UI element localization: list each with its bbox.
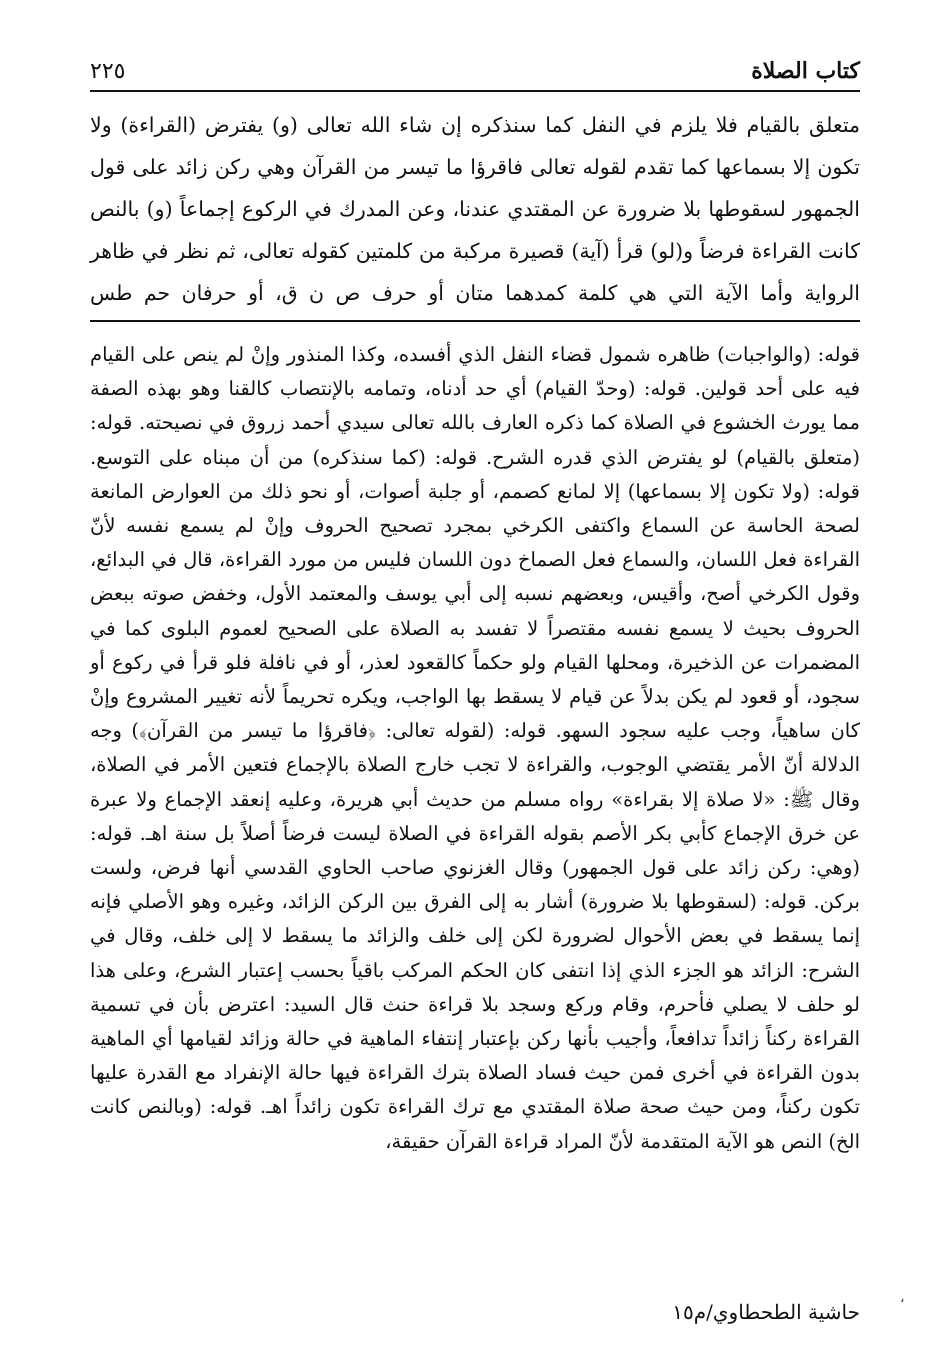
commentary bbox=[90, 338, 860, 1159]
page-header bbox=[90, 40, 860, 84]
commentary-paragraph: قوله: (والواجبات) ظاهره شمول قضاء النفل الذي أفسده، وكذا المنذور وإنْ لم ينص على القيام فيه على أحد قولين. قوله: (وحدّ القيام) أي حد أدناه، وتمامه بالإنتصاب كالقنا وهو بهذه الصفة مما يورث الخشوع في الصلاة كما ذكره العارف بالله تعالى سيدي أحمد زروق في نصيحته. قوله: (متعلق بالقيام) لو يفترض الذي قدره الشرح. قوله: (كما سنذكره) من أن مبناه على التوسع. قوله: (ولا تكون إلا بسماعها) إلا لمانع كصمم، أو جلبة أصوات، أو نحو ذلك من العوارض المانعة لصحة الحاسة عن السماع واكتفى الكرخي بمجرد تصحيح الحروف وإنْ لم يسمع نفسه لأنّ القراءة فعل اللسان، والسماع فعل الصماخ دون اللسان فليس من مورد القراءة، قال في البدائع، وقول الكرخي أصح، وأقيس، وبعضهم نسبه إلى أبي يوسف والمعتمد الأول، وخفض صوته ببعض الحروف بحيث لا يسمع نفسه مقتصراً لا تفسد به الصلاة على الصحيح لعموم البلوى كما في المضمرات عن الذخيرة، ومحلها القيام ولو حكماً كالقعود لعذر، أو في نافلة فلو قرأ في ركوع أو سجود، أو قعود لم يكن بدلاً عن قيام لا يسقط بها الواجب، ويكره تحريماً لأنه تغيير المشروع وإنْ كان ساهياً، وجب عليه سجود السهو. قوله: (لقوله تعالى: ﴿فاقرؤا ما تيسر من القرآن﴾) وجه الدلالة أنّ الأمر يقتضي الوجوب، والقراءة لا تجب خارج الصلاة بالإجماع فتعين الأمر في الصلاة، وقال ﷺ: «لا صلاة إلا بقراءة» رواه مسلم من حديث أبي هريرة، وعليه إنعقد الإجماع ولا عبرة عن خرق الإجماع كأبي بكر الأصم بقوله القراءة في الصلاة ليست فرضاً أصلاً بل سنة اهـ. قوله: (وهي: ركن زائد على قول الجمهور) وقال الغزنوي صاحب الحاوي القدسي أنها فرض، ولست بركن. قوله: (لسقوطها بلا ضرورة) أشار به إلى الفرق بين الركن الزائد، وغيره وهو الأصلي فإنه إنما يسقط في بعض الأحوال لضرورة لكن إلى خلف والزائد ما يسقط لا إلى خلف، وقال في الشرح: الزائد هو الجزء الذي إذا انتفى كان الحكم المركب باقياً بحسب إعتبار الشرع، وعلى هذا لو حلف لا يصلي فأحرم، وقام وركع وسجد بلا قراءة حنث قال السيد: اعترض بأن في تسمية القراءة ركناً زائداً تدافعاً، وأجيب بأنها ركن بإعتبار إنتفاء الماهية في حالة وزائد لقيامها أي الماهية بدون القراءة في أخرى فمن حيث فساد الصلاة بترك القراءة فيها حالة الإنفراد مع القدرة عليها تكون ركناً، ومن حيث صحة صلاة المقتدي مع ترك القراءة تكون زائداً اهـ. قوله: (وبالنص كانت الخ) النص هو الآية المتقدمة لأنّ المراد قراءة القرآن حقيقة، bbox=[90, 343, 860, 1153]
print-mark: ، bbox=[900, 1290, 905, 1306]
main-text-paragraph: متعلق بالقيام فلا يلزم في النفل كما سنذكره إن شاء الله تعالى (و) يفترض (القراءة) ولا تكون إلا بسماعها كما تقدم لقوله تعالى فاقرؤا ما تيسر من القرآن وهي ركن زائد على قول الجمهور لسقوطها بلا ضرورة عن المقتدي عندنا، وعن المدرك في الركوع إجماعاً (و) بالنص كانت القراءة فرضاً و(لو) قرأ (آية) قصيرة مركبة من كلمتين كقوله تعالى، ثم نظر في ظاهر الرواية وأما الآية التي هي كلمة كمدهما متان أو حرف ص ن ق، أو حرفان حم طس bbox=[90, 113, 860, 305]
main-text bbox=[90, 104, 860, 314]
separator-rule bbox=[90, 320, 860, 322]
page-number: ٢٢٥ bbox=[90, 59, 126, 84]
page-signature: حاشية الطحطاوي/م١٥ bbox=[672, 1300, 860, 1324]
page bbox=[90, 40, 860, 1159]
book-title: كتاب الصلاة bbox=[751, 58, 860, 84]
header-rule bbox=[90, 90, 860, 92]
